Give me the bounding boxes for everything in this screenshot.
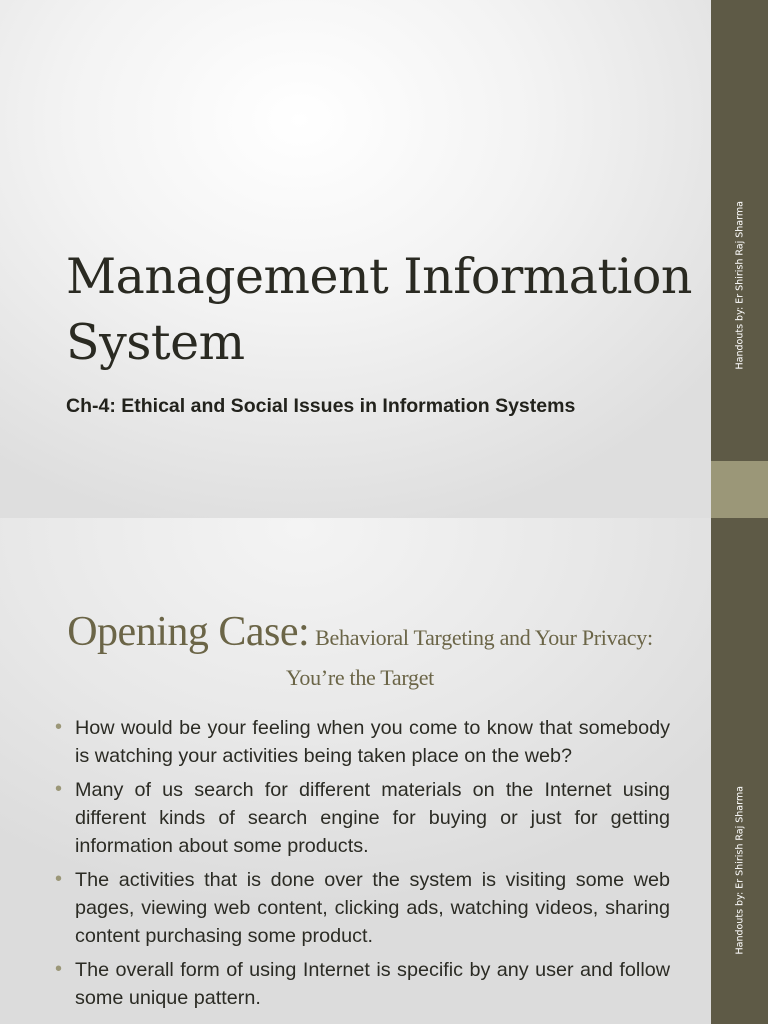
handout-credit <box>734 201 747 370</box>
list-item <box>50 866 670 950</box>
bullet-text: Many of us search for different materials on the Internet using different kinds of search engine for buying or just for getting information about some products. <box>75 779 670 857</box>
slide-heading-sub: Behavioral Targeting and Your Privacy: You’re the Target <box>286 625 653 690</box>
bullet-list <box>50 714 670 1018</box>
handout-credit <box>734 786 747 955</box>
slide-subtitle: Ch-4: Ethical and Social Issues in Information Systems <box>66 395 576 417</box>
list-item <box>50 956 670 1012</box>
list-item <box>50 714 670 770</box>
opening-case-slide <box>0 518 768 1024</box>
slide-heading <box>40 609 680 698</box>
bullet-dot-icon: • <box>55 958 63 980</box>
sidebar-accent-block <box>711 461 768 518</box>
bullet-dot-icon: • <box>55 778 63 800</box>
list-item <box>50 776 670 860</box>
slide-heading-main: Opening Case: <box>67 609 310 655</box>
bullet-text: How would be your feeling when you come to know that somebody is watching your activities being taken place on the web? <box>75 717 670 767</box>
slide-title: Management Information System <box>66 248 692 371</box>
bullet-dot-icon: • <box>55 716 63 738</box>
bullet-dot-icon: • <box>55 868 63 890</box>
bullet-text: The activities that is done over the system is visiting some web pages, viewing web content, clicking ads, watching videos, sharing content purchasing some product. <box>75 869 670 947</box>
handout-credit-text: Handouts by: Er Shirish Raj Sharma <box>734 201 746 370</box>
handout-credit-text: Handouts by: Er Shirish Raj Sharma <box>734 786 746 955</box>
bullet-text: The overall form of using Internet is specific by any user and follow some unique pattern. <box>75 959 670 1009</box>
